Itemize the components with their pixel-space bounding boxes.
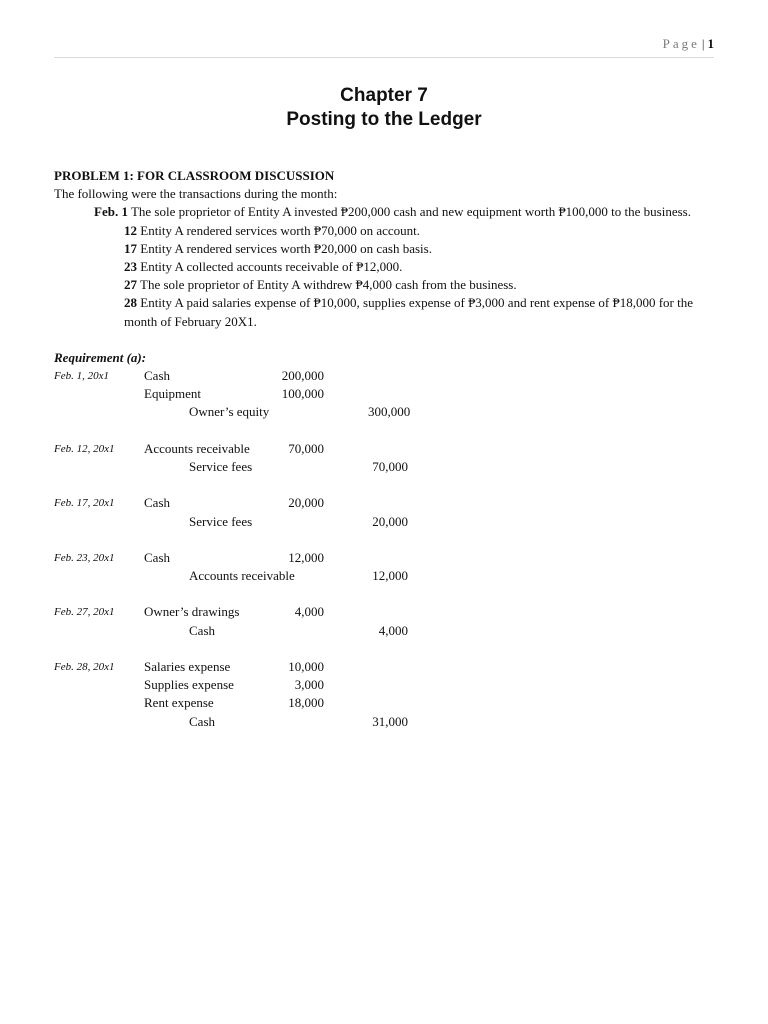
credit-account: Cash bbox=[189, 713, 215, 729]
journal-entry bbox=[54, 494, 714, 530]
transaction-list bbox=[54, 222, 714, 331]
transaction-item bbox=[54, 294, 714, 330]
debit-line bbox=[54, 603, 714, 621]
credit-account: Cash bbox=[189, 622, 215, 638]
transaction-day: 12 bbox=[124, 222, 137, 238]
requirement-title: Requirement (a): bbox=[54, 349, 147, 365]
transaction-item bbox=[54, 258, 714, 276]
credit-account: Service fees bbox=[189, 513, 253, 529]
title-block bbox=[0, 84, 768, 132]
journal-entries bbox=[54, 367, 714, 731]
credit-amount: 31,000 bbox=[372, 713, 408, 729]
debit-line bbox=[54, 676, 714, 694]
debit-line bbox=[54, 694, 714, 712]
credit-account: Owner’s equity bbox=[189, 404, 270, 420]
entry-date: Feb. 1, 20x1 bbox=[54, 370, 109, 383]
debit-line bbox=[54, 549, 714, 567]
transaction-text: The sole proprietor of Entity A withdrew ₱4,000 cash from the business. bbox=[137, 277, 517, 293]
entry-date: Feb. 28, 20x1 bbox=[54, 661, 115, 674]
debit-amount: 3,000 bbox=[294, 677, 324, 693]
chapter-subtitle: Posting to the Ledger bbox=[286, 109, 482, 130]
credit-amount: 300,000 bbox=[368, 404, 411, 420]
credit-line bbox=[54, 403, 714, 421]
transaction-text: Entity A rendered services worth ₱20,000 on cash basis. bbox=[137, 240, 432, 256]
debit-amount: 20,000 bbox=[288, 495, 324, 511]
transaction-day: 27 bbox=[124, 277, 137, 293]
header-divider bbox=[54, 57, 714, 58]
transaction-date: Feb. 1 bbox=[94, 204, 128, 220]
transaction-feb-1 bbox=[54, 203, 714, 221]
credit-account: Service fees bbox=[189, 458, 253, 474]
debit-line bbox=[54, 440, 714, 458]
debit-amount: 10,000 bbox=[288, 659, 324, 675]
debit-line bbox=[54, 494, 714, 512]
journal-entry bbox=[54, 440, 714, 476]
debit-account: Supplies expense bbox=[144, 677, 234, 693]
problem-intro: The following were the transactions during the month: bbox=[54, 186, 338, 202]
transaction-item bbox=[54, 240, 714, 258]
transaction-text: Entity A rendered services worth ₱70,000 on account. bbox=[137, 222, 421, 238]
entry-date: Feb. 23, 20x1 bbox=[54, 551, 115, 564]
document-body bbox=[54, 167, 714, 749]
credit-line bbox=[54, 513, 714, 531]
debit-account: Cash bbox=[144, 368, 170, 384]
debit-account: Cash bbox=[144, 495, 170, 511]
debit-account: Equipment bbox=[144, 386, 202, 402]
chapter-title: Chapter 7 bbox=[340, 85, 428, 106]
journal-entry bbox=[54, 549, 714, 585]
page-separator: | bbox=[701, 36, 705, 51]
entry-date: Feb. 27, 20x1 bbox=[54, 606, 115, 619]
credit-line bbox=[54, 458, 714, 476]
entry-date: Feb. 17, 20x1 bbox=[54, 497, 115, 510]
debit-amount: 70,000 bbox=[288, 440, 324, 456]
credit-account: Accounts receivable bbox=[189, 568, 295, 584]
debit-line bbox=[54, 658, 714, 676]
debit-account: Rent expense bbox=[144, 695, 214, 711]
debit-line bbox=[54, 367, 714, 385]
debit-account: Owner’s drawings bbox=[144, 604, 240, 620]
transaction-item bbox=[54, 276, 714, 294]
debit-line bbox=[54, 385, 714, 403]
debit-account: Accounts receivable bbox=[144, 440, 250, 456]
transaction-text: Entity A collected accounts receivable of ₱12,000. bbox=[137, 259, 403, 275]
page-header bbox=[663, 36, 714, 52]
debit-amount: 18,000 bbox=[288, 695, 324, 711]
transaction-text: Entity A paid salaries expense of ₱10,000, supplies expense of ₱3,000 and rent expense of ₱18,000 for the month of February 20X1. bbox=[124, 295, 694, 329]
entry-date: Feb. 12, 20x1 bbox=[54, 442, 115, 455]
debit-account: Salaries expense bbox=[144, 659, 231, 675]
transaction-day: 23 bbox=[124, 259, 137, 275]
credit-line bbox=[54, 713, 714, 731]
debit-amount: 12,000 bbox=[288, 549, 324, 565]
debit-account: Cash bbox=[144, 549, 170, 565]
page-number: 1 bbox=[707, 36, 714, 51]
problem-heading: PROBLEM 1: FOR CLASSROOM DISCUSSION bbox=[54, 168, 335, 183]
transaction-item bbox=[54, 222, 714, 240]
debit-amount: 4,000 bbox=[294, 604, 324, 620]
credit-amount: 20,000 bbox=[372, 513, 408, 529]
page-label: Page bbox=[662, 36, 700, 51]
transaction-day: 28 bbox=[124, 295, 137, 311]
credit-amount: 4,000 bbox=[378, 622, 408, 638]
credit-line bbox=[54, 567, 714, 585]
journal-entry bbox=[54, 367, 714, 422]
credit-amount: 12,000 bbox=[372, 568, 408, 584]
journal-entry bbox=[54, 658, 714, 731]
debit-amount: 200,000 bbox=[281, 368, 324, 384]
journal-entry bbox=[54, 603, 714, 639]
credit-line bbox=[54, 622, 714, 640]
debit-amount: 100,000 bbox=[281, 386, 324, 402]
transaction-day: 17 bbox=[124, 240, 137, 256]
transaction-text: The sole proprietor of Entity A invested ₱200,000 cash and new equipment worth ₱100,000 to the business. bbox=[127, 204, 691, 220]
credit-amount: 70,000 bbox=[372, 458, 408, 474]
